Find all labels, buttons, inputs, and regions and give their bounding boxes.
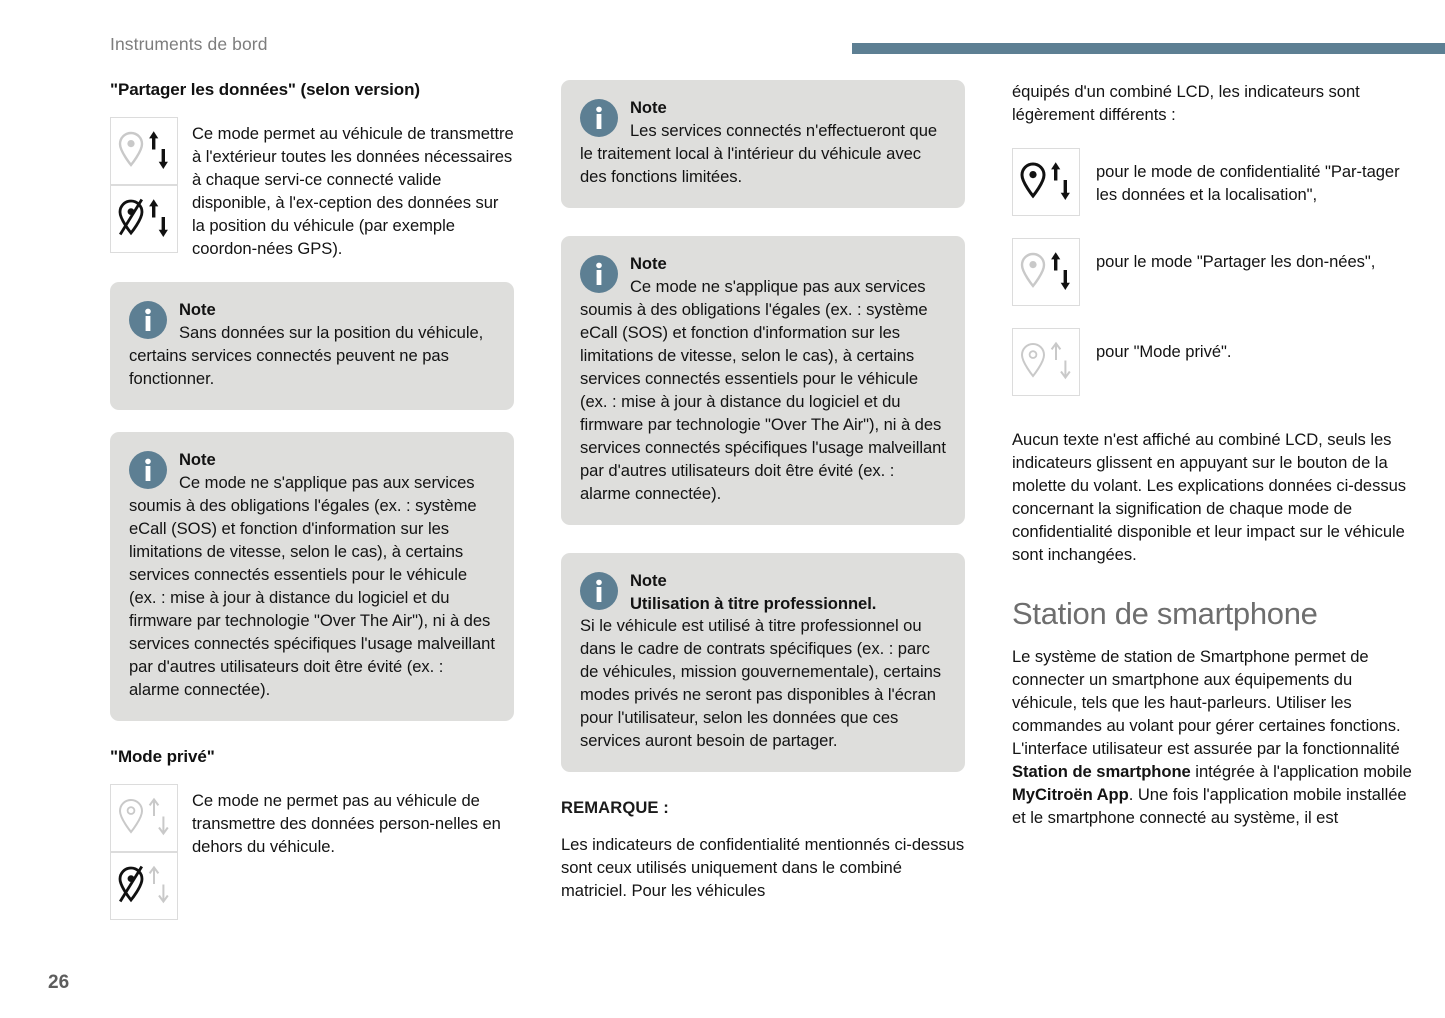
pin-gray-arrows-gray-icon xyxy=(1012,328,1080,396)
note-4-content xyxy=(580,253,946,506)
note-box-4 xyxy=(561,236,965,525)
station-text-part-3: . Une fois l'application mobile installée et le smartphone connecté au système, il est xyxy=(1012,784,1407,828)
lcd-item-partager-localisation xyxy=(1012,148,1416,216)
note-4-text: Ce mode ne s'applique pas aux services soumis à des obligations l'égales (ex. : système eCall (SOS) et fonction d'information sur les limitations de vitesse, selon le cas), à certains services connectés essentiels pour le véhicule (ex. : mise à jour à distance du logiciel et du firmware par technologie "Over The Air"), ni à des services connectés spécifiques l'usage malveillant par d'autres utilisateurs doit être évité (ex. : alarme connectée). xyxy=(580,276,946,503)
note-4-label: Note xyxy=(630,253,667,273)
lcd-item-3-text: pour "Mode privé". xyxy=(1096,342,1232,362)
column-3 xyxy=(1012,80,1416,920)
pin-gray-arrows-black-icon xyxy=(110,117,178,185)
note-box-2 xyxy=(110,432,514,721)
note-2-content xyxy=(129,449,495,702)
icon-row-mode-prive xyxy=(110,784,514,920)
pin-black-arrows-black-icon xyxy=(1012,148,1080,216)
info-icon xyxy=(129,451,167,489)
note-2-label: Note xyxy=(179,450,216,470)
remarque-text: Les indicateurs de confidentialité mentionnés ci-dessus sont ceux utilisés uniquement dans le combiné matriciel. Pour les véhicules xyxy=(561,835,965,901)
note-5-text: Si le véhicule est utilisé à titre professionnel ou dans le cadre de contrats spécifiques (ex. : parc de véhicules, mission gouvernementale), certains modes privés ne seront pas disponibles à l'écran pour l'utilisateur, selon les données que ces services auront besoin de partager. xyxy=(580,616,942,751)
station-smartphone-paragraph xyxy=(1012,645,1416,830)
station-text-bold-1: Station de smartphone xyxy=(1012,761,1191,781)
note-5-subtitle: Utilisation à titre professionnel. xyxy=(630,593,877,613)
lcd-item-1-text: pour le mode de confidentialité "Par-tager les données et la localisation", xyxy=(1096,162,1400,205)
pin-crossed-black-arrows-black-icon xyxy=(110,185,178,253)
pin-crossed-black-arrows-gray-icon xyxy=(110,852,178,920)
icon-stack-mode-prive xyxy=(110,784,178,920)
note-box-3 xyxy=(561,80,965,208)
heading-mode-prive: "Mode privé" xyxy=(110,746,215,766)
remarque-heading: REMARQUE : xyxy=(561,798,669,818)
note-3-text: Les services connectés n'effectueront que le traitement local à l'intérieur du véhicule avec des fonctions limitées. xyxy=(580,120,938,186)
note-5-label: Note xyxy=(630,570,667,590)
icon-description-partager: Ce mode permet au véhicule de transmettre à l'extérieur toutes les données nécessaires à chaque servi-ce connecté valide disponible, à l'ex-ception des données sur la position du véhicule (par exemple coordon-nées GPS). xyxy=(192,124,514,259)
note-box-1 xyxy=(110,282,514,410)
column-1 xyxy=(110,80,514,920)
info-icon xyxy=(580,99,618,137)
station-text-part-1: Le système de station de Smartphone permet de connecter un smartphone aux équipements du véhicule, tels que les haut-parleurs. Utiliser les commandes au volant pour gérer certaines fonctions. L'interface utilisateur est assurée par la fonctionnalité xyxy=(1012,646,1401,758)
pin-gray-arrows-gray-icon xyxy=(110,784,178,852)
header-accent-rule xyxy=(852,43,1445,54)
icon-row-partager xyxy=(110,117,514,260)
lcd-paragraph: Aucun texte n'est affiché au combiné LCD, seuls les indicateurs glissent en appuyant sur le bouton de la molette du volant. Les explications données ci-dessus concernant la signification de chaque mode de confidentialité disponible et leur impact sur le véhicule sont inchangées. xyxy=(1012,430,1406,565)
page-header xyxy=(0,0,1445,62)
heading-partager-les-donnees: "Partager les données" (selon version) xyxy=(110,80,420,99)
station-text-part-2: intégrée à l'application mobile xyxy=(1190,761,1412,781)
lcd-item-partager-donnees xyxy=(1012,238,1416,306)
note-1-text: Sans données sur la position du véhicule, certains services connectés peuvent ne pas fonctionner. xyxy=(129,323,484,389)
note-box-5 xyxy=(561,553,965,773)
note-3-content xyxy=(580,97,946,189)
page-header-title: Instruments de bord xyxy=(110,34,268,54)
icon-stack-partager xyxy=(110,117,178,253)
note-5-content xyxy=(580,570,946,754)
column-2 xyxy=(561,80,965,920)
station-text-bold-2: MyCitroën App xyxy=(1012,784,1129,804)
info-icon xyxy=(129,301,167,339)
page-number: 26 xyxy=(48,972,70,993)
info-icon xyxy=(580,255,618,293)
pin-gray-arrows-black-icon xyxy=(1012,238,1080,306)
content-columns xyxy=(110,80,1412,920)
icon-description-mode-prive: Ce mode ne permet pas au véhicule de transmettre des données person-nelles en dehors du véhicule. xyxy=(192,790,501,857)
note-3-label: Note xyxy=(630,98,667,117)
note-1-content xyxy=(129,299,495,391)
lcd-intro-text: équipés d'un combiné LCD, les indicateurs sont légèrement différents : xyxy=(1012,82,1360,125)
lcd-item-2-text: pour le mode "Partager les don-nées", xyxy=(1096,252,1376,272)
note-2-text: Ce mode ne s'applique pas aux services soumis à des obligations l'égales (ex. : système eCall (SOS) et fonction d'information sur les limitations de vitesse, selon le cas), à certains services connectés essentiels pour le véhicule (ex. : mise à jour à distance du logiciel et du firmware par technologie "Over The Air"), ni à des services connectés spécifiques l'usage malveillant par d'autres utilisateurs doit être évité (ex. : alarme connectée). xyxy=(129,473,495,699)
info-icon xyxy=(580,572,618,610)
section-heading-station-smartphone: Station de smartphone xyxy=(1012,595,1318,631)
note-1-label: Note xyxy=(179,300,216,320)
lcd-item-mode-prive xyxy=(1012,328,1416,396)
